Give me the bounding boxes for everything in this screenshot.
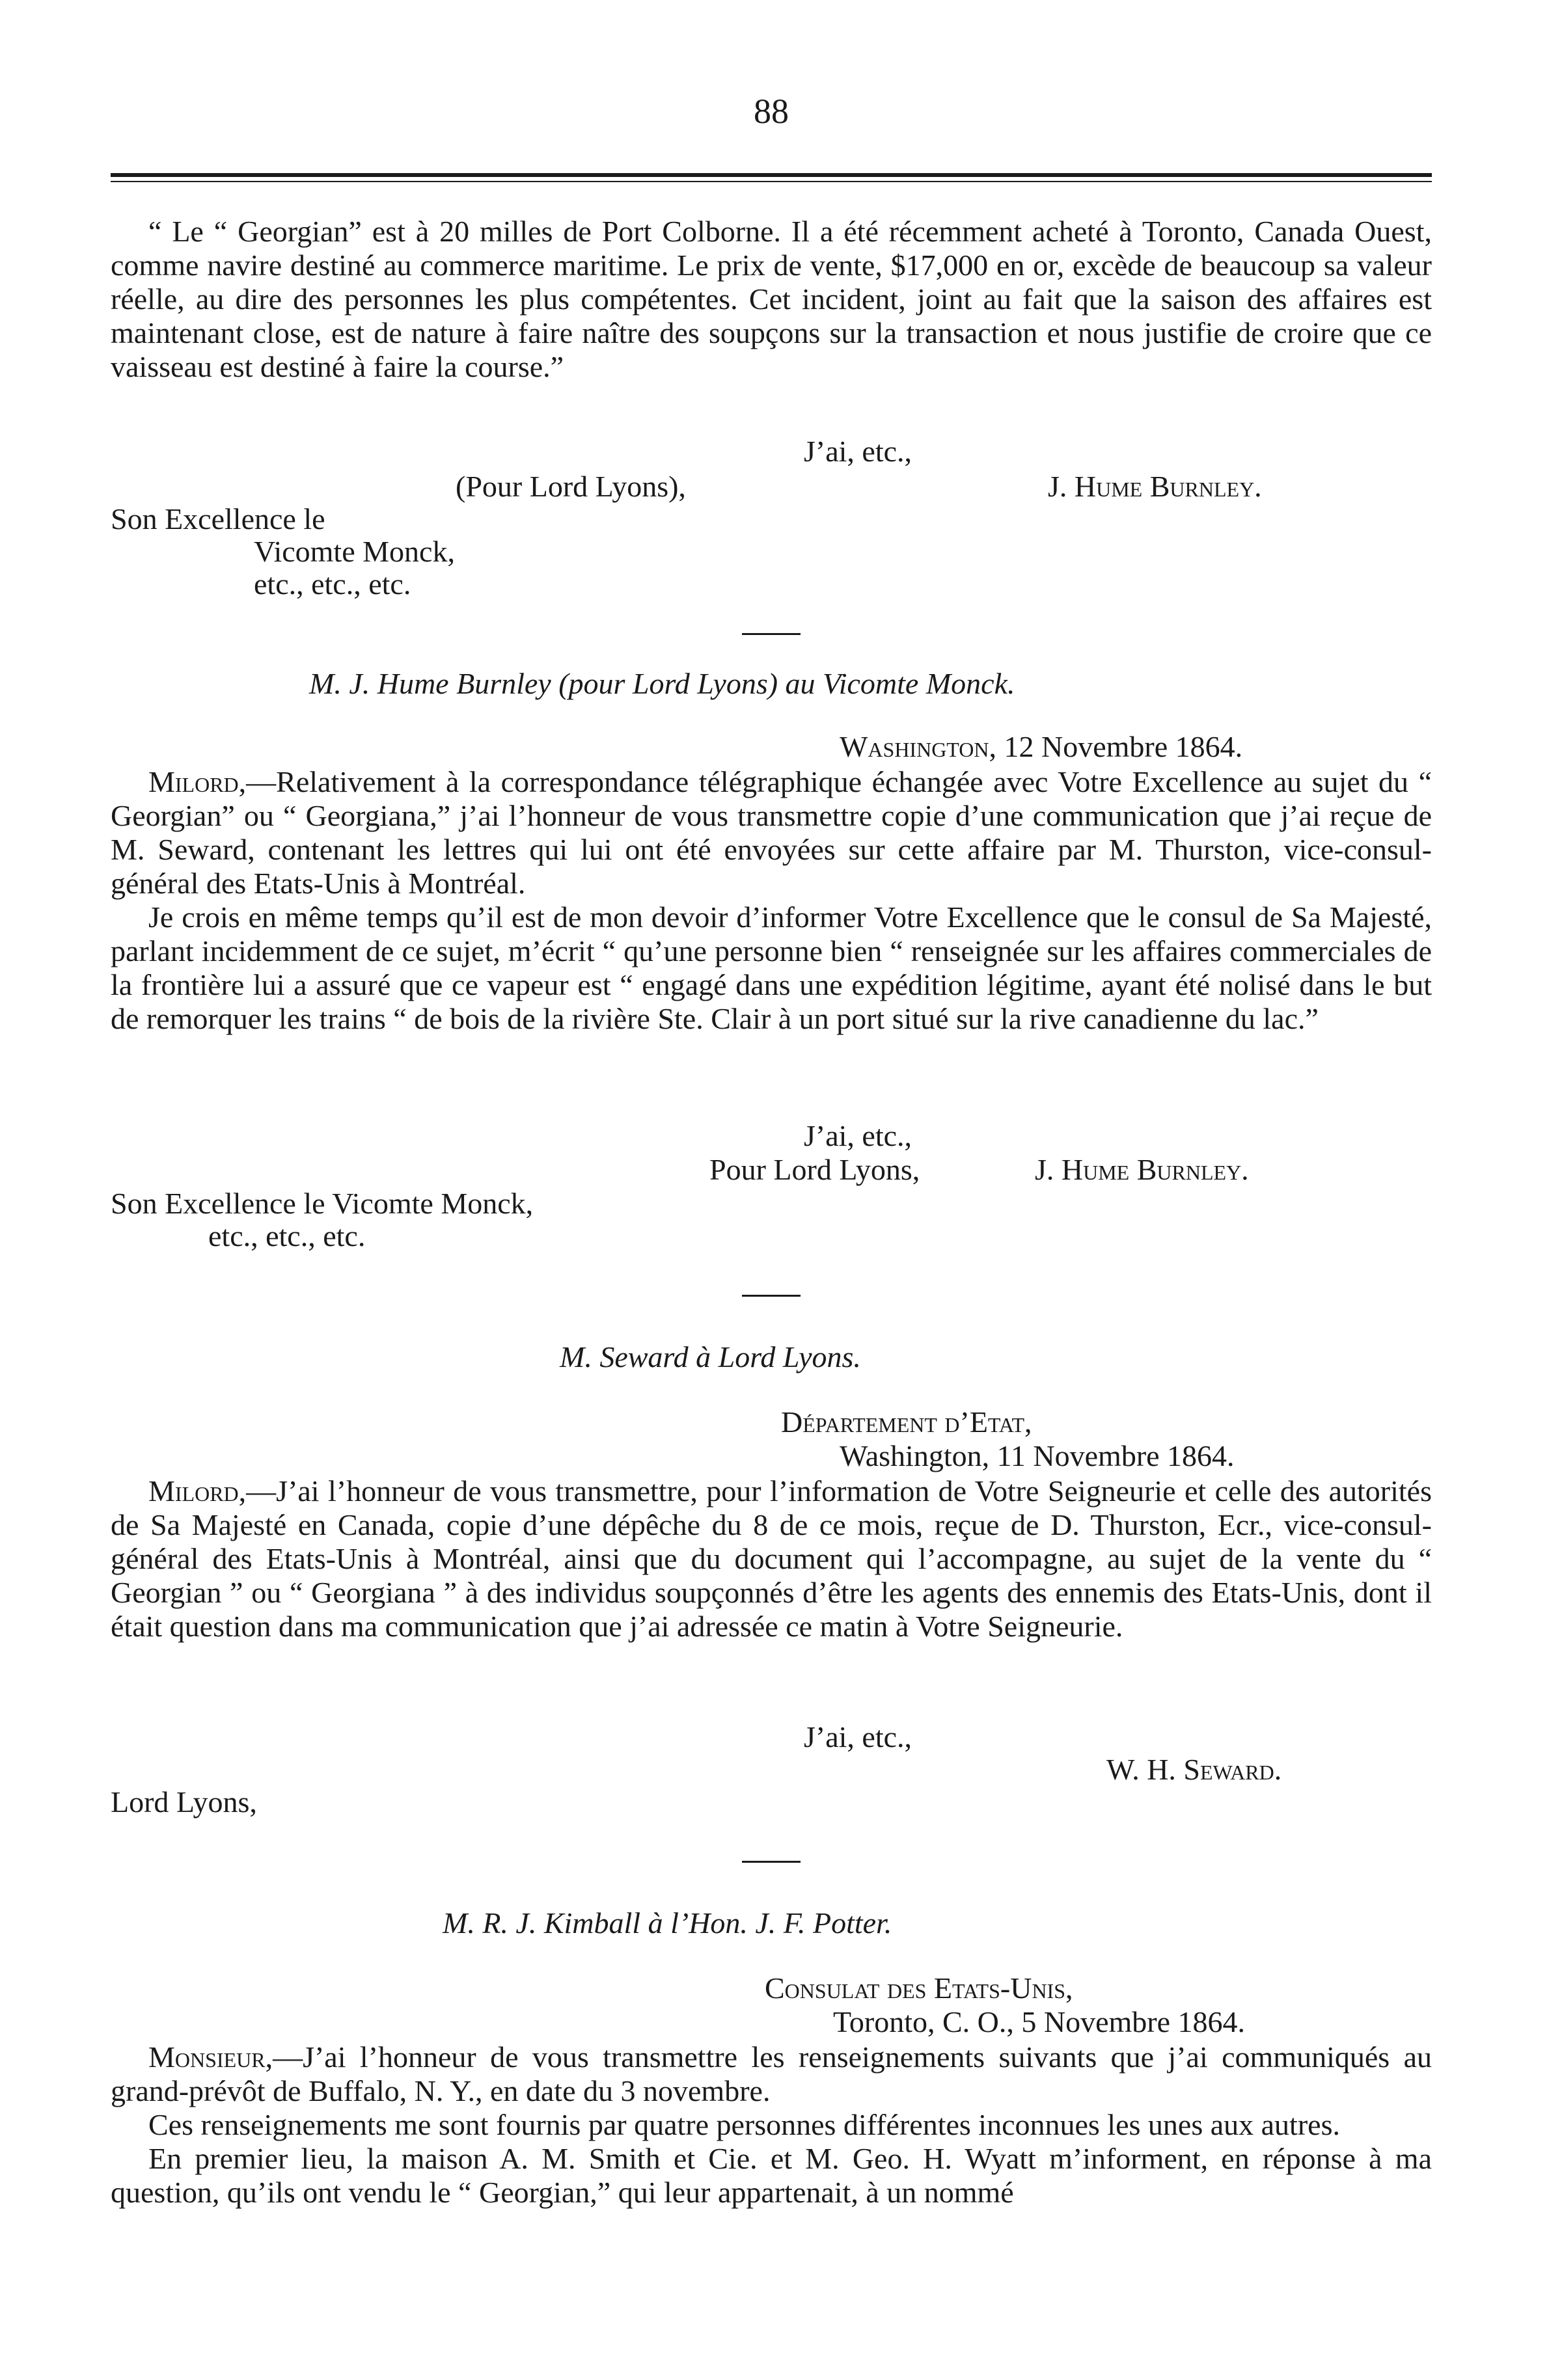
- letter-3-place: Département d’Etat,: [781, 1405, 1032, 1439]
- letter-1-addressee-1: Son Excellence le: [111, 502, 325, 535]
- letter-2-addressee-1: Son Excellence le Vicomte Monck,: [111, 1187, 534, 1220]
- letter-4-date: Toronto, C. O., 5 Novembre 1864.: [833, 2005, 1246, 2038]
- letter-4-body: [111, 2040, 1432, 2210]
- letter-2-heading: M. J. Hume Burnley (pour Lord Lyons) au Vicomte Monck.: [309, 667, 1015, 700]
- letter-2-salutation: Milord,: [148, 765, 247, 798]
- letter-2-body-1: —Relativement à la correspondance télégraphique échangée avec Votre Excellence au sujet du “ Georgian” ou “ Georgiana,” j’ai l’honneur de vous transmettre copie d’une communication que j’ai reçue de M. Seward, contenant les lettres qui lui ont été envoyées sur cette affaire par M. Thurston, vice-consul-général des Etats-Unis à Montréal.: [111, 765, 1432, 900]
- letter-2-dateline: [840, 730, 1242, 764]
- letter-2-date: 12 Novembre 1864.: [1004, 730, 1243, 763]
- separator-rule: [742, 1861, 801, 1863]
- letter-3-heading: M. Seward à Lord Lyons.: [560, 1340, 861, 1373]
- separator-rule: [742, 633, 801, 635]
- header-rule: [111, 173, 1432, 177]
- letter-2-closing: J’ai, etc.,: [804, 1119, 912, 1152]
- letter-2-signature: J. Hume Burnley.: [1035, 1153, 1249, 1186]
- letter-3-closing: J’ai, etc.,: [804, 1720, 912, 1753]
- letter-3-body-text: —J’ai l’honneur de vous transmettre, pour l’information de Votre Seigneurie et celle des autorités de Sa Majesté en Canada, copie d’une dépêche du 8 de ce mois, reçue de D. Thurston, Ecr., vice-consul-général des Etats-Unis à Montréal, ainsi que du document qui l’accompagne, au sujet de la vente du “ Georgian ” ou “ Georgiana ” à des individus soupçonnés d’être les agents des ennemis des Etats-Unis, dont il était question dans ma communication que j’ai adressée ce matin à Votre Seigneurie.: [111, 1474, 1432, 1643]
- letter-4-salutation: Monsieur,: [148, 2040, 273, 2074]
- letter-4-place: Consulat des Etats-Unis,: [765, 1971, 1073, 2005]
- separator-rule: [742, 1295, 801, 1297]
- document-page: [111, 0, 1432, 2380]
- letter-4-body-3: En premier lieu, la maison A. M. Smith et Cie. et M. Geo. H. Wyatt m’informent, en réponse à ma question, qu’ils ont vendu le “ Georgian,” qui leur appartenait, à un nommé: [111, 2142, 1432, 2209]
- letter-2-pour: Pour Lord Lyons,: [709, 1153, 920, 1186]
- letter-2-addressee-2: etc., etc., etc.: [208, 1219, 366, 1252]
- letter-3-salutation: Milord,: [148, 1474, 247, 1508]
- letter-2-body-2: Je crois en même temps qu’il est de mon devoir d’informer Votre Excellence que le consul de Sa Majesté, parlant incidemment de ce sujet, m’écrit “ qu’une personne bien “ renseignée sur les affaires commerciales de la frontière lui a assuré que ce vapeur est “ engagé dans une expédition légitime, ayant été nolisé dans le but de remorquer les trains “ de bois de la rivière Ste. Clair à un port situé sur la rive canadienne du lac.”: [111, 900, 1432, 1035]
- letter-1-closing: J’ai, etc.,: [804, 435, 912, 468]
- letter-1-addressee-3: etc., etc., etc.: [254, 567, 411, 601]
- letter-3-date: Washington, 11 Novembre 1864.: [840, 1439, 1235, 1472]
- letter-4-heading: M. R. J. Kimball à l’Hon. J. F. Potter.: [443, 1906, 892, 1940]
- letter-1-signature: J. Hume Burnley.: [1048, 470, 1262, 503]
- letter-2-body: [111, 765, 1432, 1036]
- letter-2-place: Washington,: [840, 730, 996, 763]
- page-number: 88: [754, 92, 789, 131]
- letter-4-body-2: Ces renseignements me sont fournis par quatre personnes différentes inconnues les unes aux autres.: [148, 2108, 1340, 2141]
- letter-1-addressee-2: Vicomte Monck,: [254, 535, 455, 568]
- letter-3-addressee: Lord Lyons,: [111, 1785, 257, 1819]
- letter-1-pour: (Pour Lord Lyons),: [456, 470, 686, 503]
- letter-4-body-1: —J’ai l’honneur de vous transmettre les renseignements suivants que j’ai communiqués au grand-prévôt de Buffalo, N. Y., en date du 3 novembre.: [111, 2040, 1432, 2107]
- letter-1-body: “ Le “ Georgian” est à 20 milles de Port Colborne. Il a été récemment acheté à Toronto, Canada Ouest, comme navire destiné au commerce maritime. Le prix de vente, $17,000 en or, excède de beaucoup sa valeur réelle, au dire des personnes les plus compétentes. Cet incident, joint au fait que la saison des affaires est maintenant close, est de nature à faire naître des soupçons sur la transaction et nous justifie de croire que ce vaisseau est destiné à faire la course.”: [111, 215, 1432, 383]
- letter-3-body: [111, 1474, 1432, 1643]
- letter-3-signature: W. H. Seward.: [1106, 1753, 1282, 1786]
- letter-1: [111, 215, 1432, 384]
- header-rule-thin: [111, 181, 1432, 182]
